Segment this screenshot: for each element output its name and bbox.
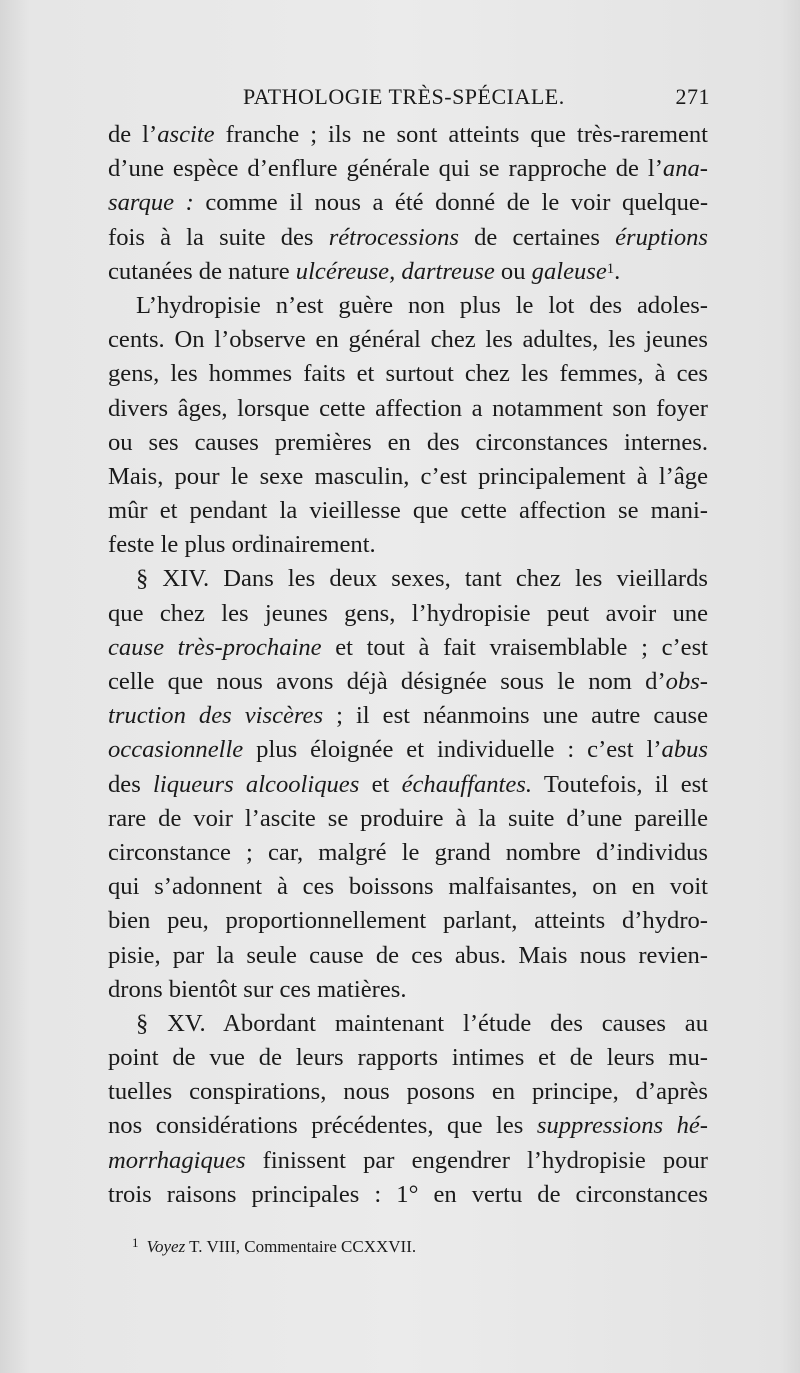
footnote-ref: 1 bbox=[606, 260, 615, 277]
text-segment: point de vue de leurs rapports intimes et de leurs mu- bbox=[108, 1044, 708, 1072]
text-line bbox=[108, 186, 708, 220]
text-line bbox=[108, 494, 708, 528]
text-line bbox=[108, 1144, 708, 1178]
text-line bbox=[108, 904, 708, 938]
text-line bbox=[108, 118, 708, 152]
footnote-text: T. VIII, Commentaire CCXXVII. bbox=[189, 1237, 417, 1256]
text-segment: § XV. Abordant maintenant l’étude des causes au bbox=[136, 1009, 708, 1037]
text-segment: ; il est néanmoins une autre cause bbox=[323, 702, 708, 730]
text-line bbox=[108, 1041, 708, 1075]
italic-text: cause très-prochaine bbox=[108, 633, 322, 661]
text-line bbox=[108, 392, 708, 426]
text-line bbox=[108, 323, 708, 357]
text-segment: feste le plus ordinairement. bbox=[108, 531, 376, 559]
italic-text: ulcéreuse, dartreuse bbox=[295, 257, 495, 285]
text-segment: trois raisons principales : 1° en vertu de circonstances bbox=[108, 1180, 708, 1208]
text-line bbox=[108, 1109, 708, 1143]
text-segment: qui s’adonnent à ces boissons malfaisantes, on en voit bbox=[108, 873, 708, 901]
text-segment: Toutefois, il est bbox=[532, 770, 709, 798]
text-segment: . bbox=[614, 257, 621, 285]
footnote bbox=[132, 1237, 416, 1257]
text-segment: § XIV. Dans les deux sexes, tant chez les vieillards bbox=[136, 565, 708, 593]
italic-text: ascite bbox=[157, 121, 215, 148]
text-segment: rare de voir l’ascite se produire à la suite d’une pareille bbox=[108, 804, 708, 832]
text-line bbox=[108, 1007, 708, 1041]
footnote-label: Voyez bbox=[146, 1237, 186, 1256]
text-segment: tuelles conspirations, nous posons en principe, d’après bbox=[108, 1078, 708, 1106]
text-line bbox=[108, 1178, 708, 1212]
text-segment: plus éloignée et individuelle : c’est l’ bbox=[243, 736, 662, 764]
text-line bbox=[108, 357, 708, 391]
footnote-number: 1 bbox=[132, 1235, 139, 1250]
text-segment: celle que nous avons déjà désignée sous le nom d’ bbox=[108, 668, 666, 695]
text-line bbox=[108, 870, 708, 904]
italic-text: échauffantes. bbox=[401, 770, 533, 798]
text-line bbox=[108, 597, 708, 631]
italic-text: obs- bbox=[665, 668, 708, 695]
text-line bbox=[108, 152, 708, 186]
text-line bbox=[108, 562, 708, 596]
italic-text: éruptions bbox=[615, 223, 708, 251]
italic-text: abus bbox=[661, 736, 708, 764]
italic-text: suppressions hé- bbox=[536, 1112, 708, 1140]
text-segment: cutanées de nature bbox=[108, 257, 296, 285]
text-line bbox=[108, 426, 708, 460]
italic-text: morrhagiques bbox=[108, 1146, 246, 1174]
text-line bbox=[108, 1075, 708, 1109]
text-line bbox=[108, 699, 708, 733]
text-segment: gens, les hommes faits et surtout chez les femmes, à ces bbox=[108, 360, 708, 388]
text-line bbox=[108, 802, 708, 836]
text-segment: franche ; ils ne sont atteints que très-rarement bbox=[214, 121, 708, 148]
text-line bbox=[108, 289, 708, 323]
text-line bbox=[108, 836, 708, 870]
italic-text: sarque : bbox=[108, 189, 194, 217]
page-header bbox=[108, 84, 708, 120]
text-segment: cents. On l’observe en général chez les adultes, les jeunes bbox=[108, 326, 708, 354]
text-segment: nos considérations précédentes, que les bbox=[108, 1112, 537, 1140]
page-number: 271 bbox=[675, 84, 710, 109]
text-segment: drons bientôt sur ces matières. bbox=[108, 975, 407, 1003]
text-segment: mûr et pendant la vieillesse que cette affection se mani- bbox=[108, 497, 708, 525]
text-line bbox=[108, 255, 708, 289]
text-segment: et bbox=[359, 770, 402, 798]
text-segment: bien peu, proportionnellement parlant, atteints d’hydro- bbox=[108, 907, 708, 935]
text-segment: L’hydropisie n’est guère non plus le lot des adoles- bbox=[136, 291, 708, 319]
text-line bbox=[108, 460, 708, 494]
text-line bbox=[108, 973, 708, 1007]
text-segment: des bbox=[108, 770, 154, 798]
text-segment: que chez les jeunes gens, l’hydropisie peut avoir une bbox=[108, 599, 708, 627]
text-segment: divers âges, lorsque cette affection a notamment son foyer bbox=[108, 394, 708, 422]
italic-text: rétrocessions bbox=[328, 223, 459, 251]
text-segment: fois à la suite des bbox=[108, 223, 329, 251]
italic-text: galeuse bbox=[531, 257, 607, 285]
text-line bbox=[108, 221, 708, 255]
text-segment: pisie, par la seule cause de ces abus. Mais nous revien- bbox=[108, 941, 708, 969]
text-line bbox=[108, 768, 708, 802]
text-segment: ou ses causes premières en des circonstances internes. bbox=[108, 428, 708, 456]
text-segment: de l’ bbox=[108, 121, 158, 148]
text-line bbox=[108, 733, 708, 767]
running-head: PATHOLOGIE TRÈS-SPÉCIALE. bbox=[243, 84, 565, 109]
text-segment: finissent par engendrer l’hydropisie pour bbox=[245, 1146, 708, 1174]
italic-text: ana- bbox=[662, 155, 708, 183]
text-line bbox=[108, 631, 708, 665]
italic-text: truction des viscères bbox=[108, 702, 324, 730]
body-text bbox=[108, 118, 708, 1212]
text-line bbox=[108, 939, 708, 973]
italic-text: liqueurs alcooliques bbox=[153, 770, 360, 798]
text-segment: d’une espèce d’enflure générale qui se rapproche de l’ bbox=[108, 155, 663, 183]
text-segment: et tout à fait vraisemblable ; c’est bbox=[321, 633, 708, 661]
text-segment: de certaines bbox=[458, 223, 616, 251]
text-segment: ou bbox=[494, 257, 532, 285]
text-line bbox=[108, 528, 708, 562]
text-segment: circonstance ; car, malgré le grand nombre d’individus bbox=[108, 838, 708, 866]
text-line bbox=[108, 665, 708, 699]
text-segment: comme il nous a été donné de le voir quelque- bbox=[193, 189, 709, 217]
text-segment: Mais, pour le sexe masculin, c’est principalement à l’âge bbox=[108, 462, 708, 490]
italic-text: occasionnelle bbox=[108, 736, 244, 764]
